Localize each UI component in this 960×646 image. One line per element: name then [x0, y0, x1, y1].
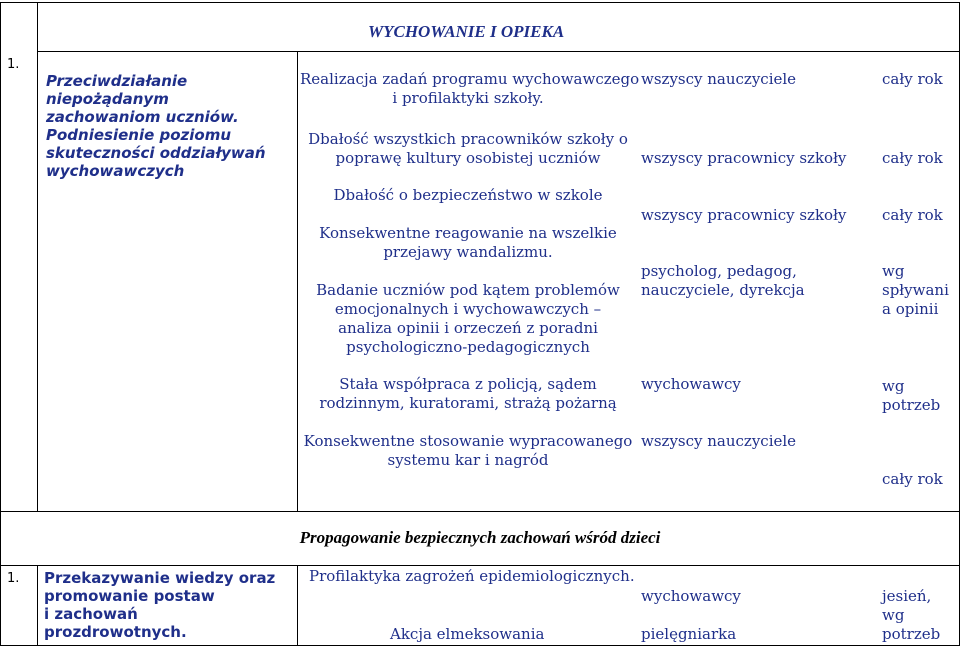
task-line: emocjonalnych i wychowawczych – — [334, 300, 602, 318]
term-text: cały rok — [882, 149, 943, 167]
responsible-text: nauczyciele, dyrekcja — [641, 281, 805, 299]
term-text: cały rok — [882, 70, 943, 88]
header-divider — [37, 51, 960, 52]
task-line: poprawę kultury osobistej uczniów — [335, 149, 601, 167]
term-text: spływani — [882, 281, 949, 299]
task-line: Dbałość wszystkich pracowników szkoły o — [308, 130, 628, 148]
task-line: systemu kar i nagród — [387, 451, 549, 469]
section-divider-1 — [0, 511, 960, 512]
col-divider-number-2 — [37, 565, 38, 646]
task-line: Realizacja zadań programu wychowawczego — [300, 70, 640, 88]
goal-line: Przeciwdziałanie — [46, 72, 188, 90]
responsible-text: wszyscy nauczyciele — [641, 432, 797, 450]
goal-line: Przekazywanie wiedzy oraz — [44, 569, 276, 587]
col-divider-number — [37, 2, 38, 511]
section-header: Propagowanie bezpiecznych zachowań wśród dzieci — [299, 528, 661, 547]
term-text: jesień, — [882, 587, 932, 605]
responsible-text: wychowawcy — [641, 375, 741, 393]
responsible-text: wszyscy nauczyciele — [641, 70, 797, 88]
goal-line: niepożądanym — [46, 90, 169, 108]
task-line: rodzinnym, kuratorami, strażą pożarną — [319, 394, 617, 412]
col-divider-goal-2 — [297, 565, 298, 646]
task-line: Konsekwentne stosowanie wypracowanego — [303, 432, 633, 450]
term-text: wg — [882, 606, 905, 624]
task-line: Stała współpraca z policją, sądem — [339, 375, 597, 393]
task-line: analiza opinii i orzeczeń z poradni — [338, 319, 598, 337]
goal-line: Podniesienie poziomu — [46, 126, 232, 144]
task-line: Dbałość o bezpieczeństwo w szkole — [333, 186, 603, 204]
task-line: przejawy wandalizmu. — [383, 243, 553, 261]
section-header: WYCHOWANIE I OPIEKA — [368, 22, 565, 41]
responsible-text: psycholog, pedagog, — [641, 262, 797, 280]
term-text: potrzeb — [882, 396, 941, 414]
responsible-text: wszyscy pracownicy szkoły — [641, 149, 847, 167]
responsible-text: wychowawcy — [641, 587, 741, 605]
task-line: Akcja elmeksowania — [390, 625, 545, 643]
task-line: psychologiczno-pedagogicznych — [346, 338, 590, 356]
term-text: wg — [882, 377, 905, 395]
goal-line: prozdrowotnych. — [44, 623, 187, 641]
responsible-text: wszyscy pracownicy szkoły — [641, 206, 847, 224]
term-text: cały rok — [882, 470, 943, 488]
task-line: Profilaktyka zagrożeń epidemiologicznych. — [309, 567, 635, 585]
goal-line: wychowawczych — [46, 162, 185, 180]
term-text: wg — [882, 262, 905, 280]
task-line: Konsekwentne reagowanie na wszelkie — [319, 224, 617, 242]
row-number: 1. — [7, 571, 20, 586]
term-text: a opinii — [882, 300, 939, 318]
task-line: Badanie uczniów pod kątem problemów — [316, 281, 620, 299]
goal-line: skuteczności oddziaływań — [46, 144, 266, 162]
task-line: i profilaktyki szkoły. — [392, 89, 544, 107]
term-text: cały rok — [882, 206, 943, 224]
row-number: 1. — [7, 57, 20, 72]
table-border-left — [0, 2, 1, 646]
section-divider-2 — [0, 565, 960, 566]
responsible-text: pielęgniarka — [641, 625, 737, 643]
goal-line: promowanie postaw — [44, 587, 215, 605]
goal-line: i zachowań — [44, 605, 138, 623]
term-text: potrzeb — [882, 625, 941, 643]
goal-line: zachowaniom uczniów. — [46, 108, 239, 126]
table-border-top — [0, 2, 960, 3]
col-divider-goal — [297, 51, 298, 511]
